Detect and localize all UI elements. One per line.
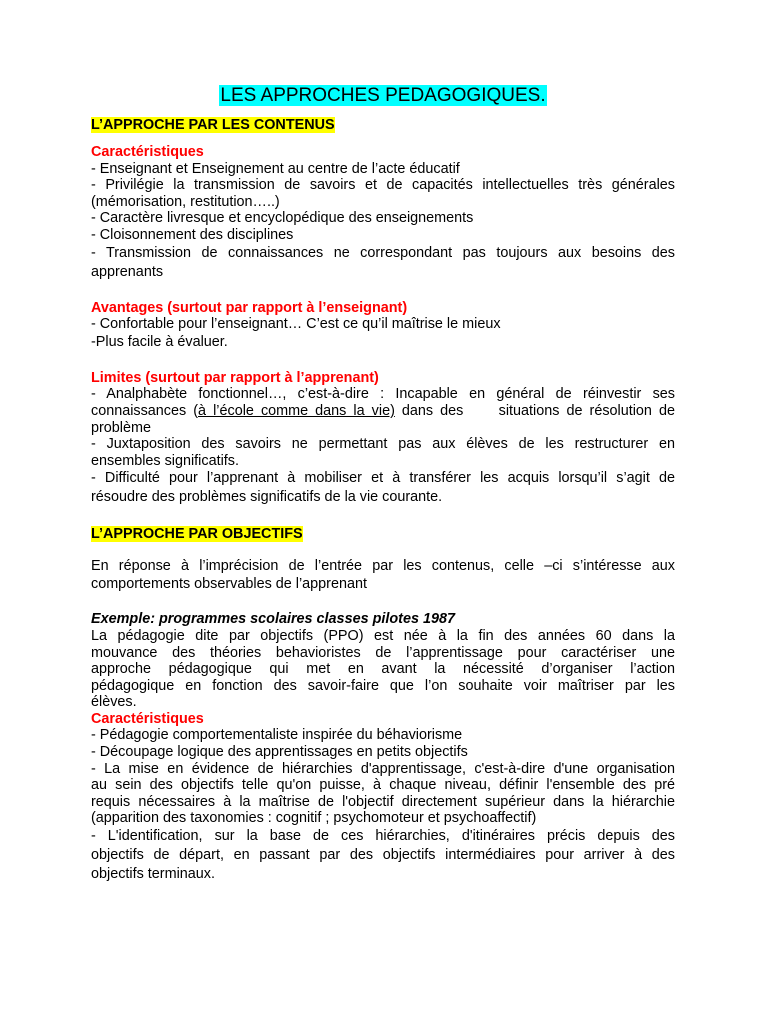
s1-carac-line-2: (mémorisation, restitution…..)	[91, 193, 280, 210]
s1-limites-line-2: problème	[91, 419, 151, 436]
s1-avantages-line-0: - Confortable pour l’enseignant… C’est ce qu’il maîtrise le mieux	[91, 316, 501, 333]
s2-example-title: Exemple: programmes scolaires classes pilotes 1987	[91, 611, 455, 628]
s1-limites-line-1-a: connaissances (	[91, 402, 199, 419]
s1-carac-line-1: - Privilégie la transmission de savoirs et de capacités intellectuelles très générales	[91, 177, 675, 194]
s2-carac-line-0: - Pédagogie comportementaliste inspirée du béhaviorisme	[91, 727, 463, 744]
s1-limites-line-1-b: dans des situations de résolution de	[394, 402, 675, 419]
s2-carac-line-3: au sein des objectifs telle qu'on puisse, à chaque niveau, définir l'ensemble des pré	[91, 777, 675, 794]
page-title	[91, 84, 675, 108]
section1-avantages-title: Avantages (surtout par rapport à l’enseignant)	[91, 299, 408, 316]
s1-limites-line-0: - Analphabète fonctionnel…, c’est-à-dire : Incapable en général de réinvestir ses	[91, 386, 675, 403]
s2-example-line-4: élèves.	[91, 694, 137, 711]
s2-carac-line-6: - L'identification, sur la base de ces hiérarchies, d'itinéraires précis depuis des	[91, 828, 675, 845]
s1-carac-line-3: - Caractère livresque et encyclopédique des enseignements	[91, 210, 474, 227]
s1-limites-line-5: - Difficulté pour l’apprenant à mobiliser et à transférer les acquis lorsqu’il s’agit de	[91, 470, 675, 487]
s1-limites-line-3: - Juxtaposition des savoirs ne permettant pas aux élèves de les restructurer en	[91, 436, 675, 453]
s2-carac-line-7: objectifs de départ, en passant par des objectifs intermédiaires pour arriver à des	[91, 847, 675, 864]
s2-example-line-0: La pédagogie dite par objectifs (PPO) est née à la fin des années 60 dans la	[91, 627, 675, 644]
s2-intro-line-0: En réponse à l’imprécision de l’entrée par les contenus, celle –ci s’intéresse aux	[91, 558, 675, 575]
s2-example-line-3: pédagogique en fonction des savoir-faire que l’on souhaite voir maîtriser par les	[91, 677, 675, 694]
section1-carac-title: Caractéristiques	[91, 144, 204, 160]
section1-limites-title: Limites (surtout par rapport à l’apprenant)	[91, 369, 379, 386]
s1-carac-line-5: - Transmission de connaissances ne correspondant pas toujours aux besoins des	[91, 244, 675, 261]
s2-carac-line-1: - Découpage logique des apprentissages en petits objectifs	[91, 744, 468, 761]
s2-intro-line-1: comportements observables de l’apprenant	[91, 576, 367, 593]
s1-carac-line-4: - Cloisonnement des disciplines	[91, 226, 294, 243]
s2-carac-line-2: - La mise en évidence de hiérarchies d'apprentissage, c'est-à-dire d'une organisation	[91, 760, 675, 777]
section1-heading	[91, 116, 675, 134]
s2-example-line-1: mouvance des théories behavioristes de l’apprentissage pour caractériser une	[91, 644, 675, 661]
s2-carac-line-4: requis nécessaires à la maîtrise de l'objectif directement supérieur dans la hiérarchie	[91, 793, 675, 810]
s1-carac-line-0: - Enseignant et Enseignement au centre de l’acte éducatif	[91, 160, 460, 177]
s1-limites-underlined: à l’école comme dans la vie)	[198, 402, 395, 419]
section2-carac-title: Caractéristiques	[91, 710, 204, 727]
s2-example-line-2: approche pédagogique qui met en avant la nécessité d’organiser l’action	[91, 661, 675, 678]
s1-avantages-line-1: -Plus facile à évaluer.	[91, 333, 228, 350]
section1-heading-text: L’APPROCHE PAR LES CONTENUS	[91, 117, 335, 133]
s1-limites-line-6: résoudre des problèmes significatifs de la vie courante.	[91, 489, 443, 506]
s1-carac-line-6: apprenants	[91, 263, 164, 280]
s1-limites-line-1	[91, 403, 675, 420]
s2-carac-line-8: objectifs terminaux.	[91, 866, 215, 883]
document-content	[91, 84, 675, 884]
section2-heading	[91, 525, 675, 543]
page-title-text: LES APPROCHES PEDAGOGIQUES.	[220, 85, 546, 106]
section2-heading-text: L’APPROCHE PAR OBJECTIFS	[91, 526, 303, 543]
s1-limites-line-4: ensembles significatifs.	[91, 452, 239, 469]
s2-carac-line-5: (apparition des taxonomies : cognitif ; psychomoteur et psychoaffectif)	[91, 810, 537, 827]
